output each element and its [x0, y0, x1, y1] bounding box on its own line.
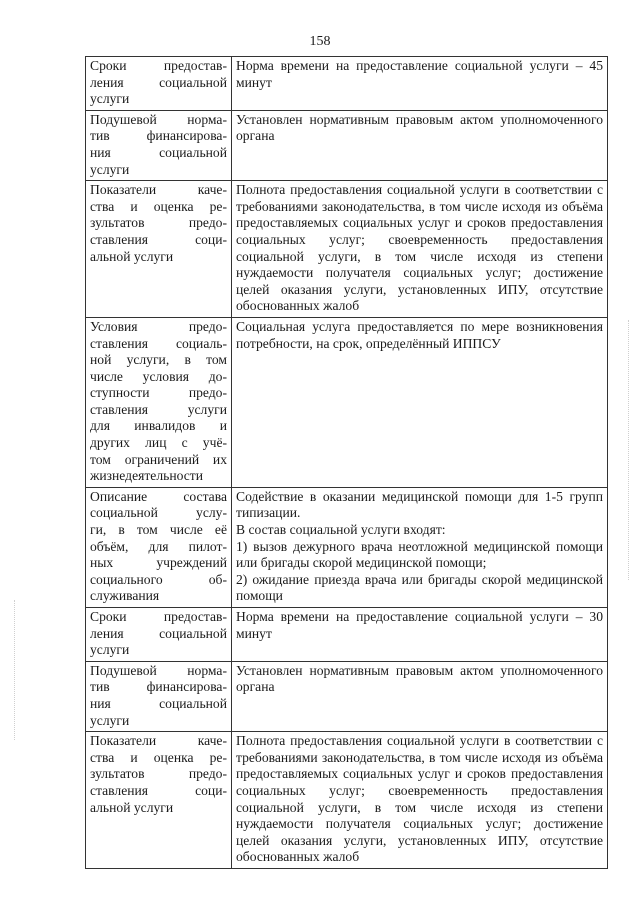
label-line: Показатели каче- [90, 182, 227, 198]
label-line: ступности предо- [90, 385, 227, 401]
value-paragraph: Полнота предоставления социальной услуги в соответствии с требованиями законодательства, в том числе исходя из объёма предоставляемых социальных услуг и сроков предоставления социальных услуг; своевременность предоставления социальной услуги, в том числе исходя из степени нуждаемости получателя социальных услуг; достижение целей оказания услуги, установленных ИПУ, отсутствие обоснованных жалоб [236, 182, 603, 314]
label-line: ставления соци- [90, 231, 227, 247]
row-label [86, 661, 232, 731]
label-line: Подушевой норма- [90, 111, 227, 127]
row-label [86, 57, 232, 111]
label-line: том ограничений их [90, 451, 227, 467]
label-line: альной услуги [90, 248, 174, 264]
service-table [85, 56, 608, 869]
label-line: услуги [90, 642, 130, 658]
label-line: услуги [90, 91, 130, 107]
value-paragraph: Содействие в оказании медицинской помощи для 1-5 групп типизации. [236, 488, 603, 521]
label-line: Сроки предостав- [90, 609, 227, 624]
table-row [86, 487, 608, 607]
row-value [232, 487, 608, 607]
label-line: объём, для пилот- [90, 538, 227, 554]
label-line: ных учреждений [90, 555, 227, 571]
value-paragraph: Социальная услуга предоставляется по мере возникновения потребности, на срок, определённый ИППСУ [236, 318, 603, 351]
table-row [86, 181, 608, 318]
label-line: ги, в том числе её [90, 522, 227, 538]
table-row [86, 608, 608, 662]
label-line: ставления социаль- [90, 335, 227, 351]
row-value [232, 732, 608, 869]
table-row [86, 110, 608, 180]
value-paragraph: Полнота предоставления социальной услуги в соответствии с требованиями законодательства, в том числе исходя из объёма предоставляемых социальных услуг и сроков предоставления социальных услуг; своевременность предоставления социальной услуги, в том числе исходя из степени нуждаемости получателя социальных услуг; достижение целей оказания услуги, установленных ИПУ, отсутствие обоснованных жалоб [236, 733, 603, 865]
label-line: жизнедеятельности [90, 468, 203, 484]
value-paragraph: 1) вызов дежурного врача неотложной медицинской помощи или бригады скорой медицинской помощи; [236, 538, 603, 571]
row-value [232, 57, 608, 111]
label-line: Подушевой норма- [90, 662, 227, 678]
label-line: Показатели каче- [90, 733, 227, 749]
table-row [86, 732, 608, 869]
label-line: для инвалидов и [90, 418, 227, 434]
row-label [86, 317, 232, 487]
label-line: тив финансирова- [90, 128, 227, 144]
label-line: тив финансирова- [90, 679, 227, 695]
page-number: 158 [309, 34, 331, 49]
value-paragraph: В состав социальной услуги входят: [236, 522, 446, 538]
label-line: ния социальной [90, 144, 227, 160]
value-paragraph: 2) ожидание приезда врача или бригады скорой медицинской помощи [236, 571, 603, 604]
label-line: ления социальной [90, 74, 227, 90]
label-line: зультатов предо- [90, 215, 227, 231]
row-value [232, 181, 608, 318]
label-line: альной услуги [90, 799, 174, 815]
row-value [232, 110, 608, 180]
table-row [86, 57, 608, 111]
label-line: ства и оценка ре- [90, 749, 227, 765]
label-line: Описание состава [90, 488, 227, 504]
row-value [232, 317, 608, 487]
label-line: социальной услу- [90, 505, 227, 521]
label-line: Сроки предостав- [90, 58, 227, 73]
row-label [86, 608, 232, 662]
label-line: Условия предо- [90, 318, 227, 334]
label-line: числе условия до- [90, 368, 227, 384]
label-line: услуги [90, 161, 130, 177]
value-paragraph: Установлен нормативным правовым актом уполномоченного органа [236, 662, 603, 695]
value-paragraph: Норма времени на предоставление социальной услуги – 45 минут [236, 58, 603, 90]
service-table-body [86, 57, 608, 869]
row-label [86, 110, 232, 180]
row-value [232, 661, 608, 731]
label-line: ной услуги, в том [90, 352, 227, 368]
row-label [86, 487, 232, 607]
label-line: ставления услуги [90, 401, 227, 417]
table-row [86, 661, 608, 731]
scan-edge-right [628, 320, 630, 580]
label-line: ния социальной [90, 695, 227, 711]
label-line: зультатов предо- [90, 766, 227, 782]
value-paragraph: Установлен нормативным правовым актом уполномоченного органа [236, 111, 603, 144]
row-label [86, 181, 232, 318]
label-line: ставления соци- [90, 782, 227, 798]
row-value [232, 608, 608, 662]
value-paragraph: Норма времени на предоставление социальной услуги – 30 минут [236, 609, 603, 641]
label-line: ства и оценка ре- [90, 198, 227, 214]
label-line: ления социальной [90, 625, 227, 641]
label-line: услуги [90, 712, 130, 728]
label-line: других лиц с учё- [90, 435, 227, 451]
label-line: служивания [90, 588, 160, 604]
row-label [86, 732, 232, 869]
table-row [86, 317, 608, 487]
scan-edge-left [14, 600, 16, 740]
label-line: социального об- [90, 571, 227, 587]
